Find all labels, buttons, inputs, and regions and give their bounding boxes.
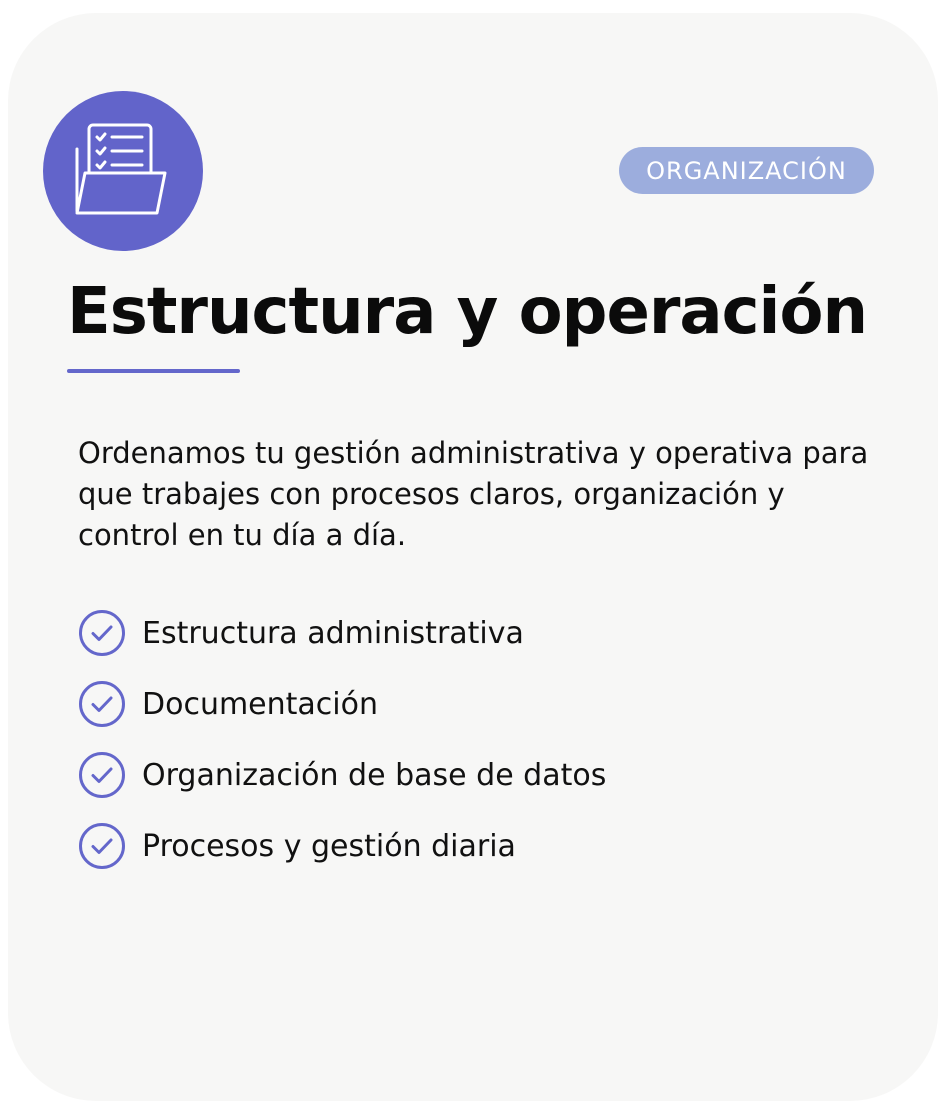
check-circle-icon [78, 822, 126, 870]
list-item [78, 750, 606, 800]
feature-label: Documentación [142, 686, 379, 722]
check-circle-icon [78, 609, 126, 657]
card-description: Ordenamos tu gestión administrativa y operativa para que trabajes con procesos claros, organización y control en tu día a día. [78, 436, 869, 552]
feature-label: Procesos y gestión diaria [142, 828, 516, 864]
list-item [78, 608, 606, 658]
list-item [78, 821, 606, 871]
feature-label: Estructura administrativa [142, 615, 524, 651]
feature-label: Organización de base de datos [142, 757, 607, 793]
check-circle-icon [78, 751, 126, 799]
title-underline [67, 369, 240, 373]
check-circle-icon [78, 680, 126, 728]
card-title: Estructura y operación [67, 275, 867, 349]
folder-checklist-icon [43, 91, 203, 251]
category-badge: ORGANIZACIÓN [619, 147, 874, 194]
service-card [8, 13, 938, 1101]
feature-list [78, 608, 606, 892]
list-item [78, 679, 606, 729]
